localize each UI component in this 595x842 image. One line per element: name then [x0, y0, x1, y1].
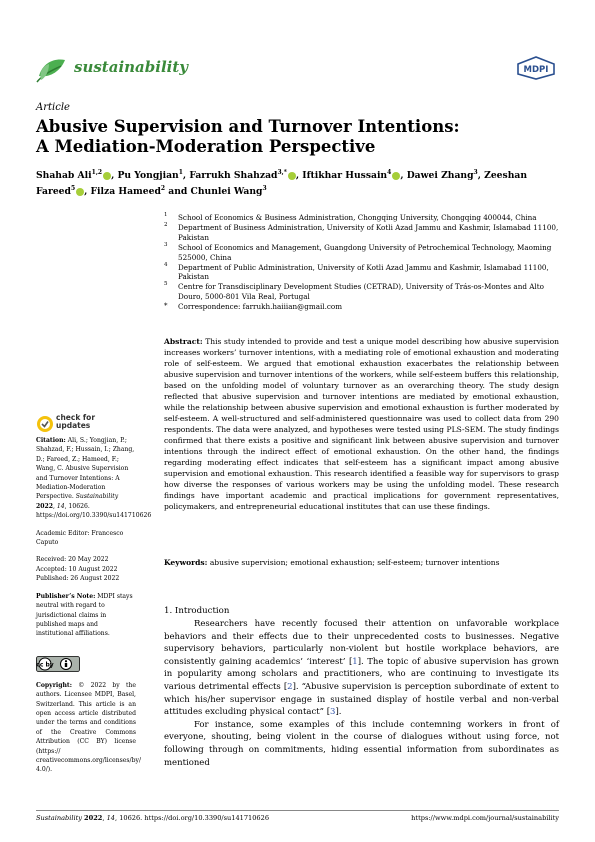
- affiliation-item: [164, 302, 564, 312]
- copyright-text: © 2022 by the authors. Licensee MDPI, Basel, Switzerland. This article is an open access article distributed under the terms and conditions of the Creative Commons Attribution (CC BY) license (https:// creativecommons.org/licenses/by/ 4.0/).: [36, 681, 141, 774]
- copyright: [36, 681, 141, 775]
- citation-link[interactable]: 3: [330, 707, 336, 718]
- author-name: Farrukh Shahzad: [189, 170, 278, 182]
- affiliation-number: 1: [164, 212, 168, 218]
- author-name: Shahab Ali: [36, 170, 92, 182]
- intro-text: ].: [335, 707, 342, 718]
- author: [91, 186, 166, 197]
- mdpi-logo-text: MDPI: [523, 65, 549, 75]
- author-affiliation-marker: 2: [160, 185, 166, 193]
- citation: Citation: Ali, S.; Yongjian, P.; Shahzad, F.; Hussain, I.; Zhang, D.; Fareed, Z.; Hameed, F.; Wang, C. Abusive Supervision and Turnover Intentions: A Mediation-Moderation Perspective. Sustainability 2022, 14, 10626. https://doi.org/10.3390/su141710626: [36, 437, 152, 520]
- affiliation-text: Correspondence: farrukh.haiiian@gmail.com: [178, 302, 343, 312]
- affiliation-item: [164, 263, 564, 283]
- publisher-note-label: Publisher’s Note:: [36, 592, 96, 600]
- author-affiliation-marker: 3: [262, 185, 267, 193]
- author-affiliation-marker: 3,*: [277, 169, 287, 176]
- intro-text: Researchers have recently focused their attention on unfavorable workplace behaviors and their effects due to their unprecedented costs to businesses. Negative supervisory behaviors, particularly non-violent but hostile workplace behaviors, are consistently gaining academics’ ‘interest’ [: [164, 619, 559, 667]
- keywords-label: Keywords:: [164, 558, 208, 567]
- orcid-icon[interactable]: [288, 172, 296, 180]
- affiliation-item: [164, 243, 564, 263]
- received-date: Received: 20 May 2022: [36, 556, 109, 564]
- affiliation-number: 5: [164, 281, 168, 288]
- affiliation-item: [164, 213, 564, 223]
- academic-editor: Academic Editor: Francesco Caputo: [36, 529, 124, 547]
- cc-by-license-icon[interactable]: [36, 656, 80, 672]
- check-for-updates-icon[interactable]: [36, 415, 54, 433]
- affiliation-item: [164, 282, 564, 302]
- author: [407, 170, 478, 181]
- citation-link[interactable]: 1: [352, 656, 358, 667]
- affiliation-item: [164, 223, 564, 243]
- author-affiliation-marker: 1: [178, 169, 183, 176]
- orcid-icon[interactable]: [392, 172, 400, 180]
- orcid-icon[interactable]: [103, 172, 111, 180]
- journal-name: sustainability: [74, 58, 188, 76]
- abstract: [164, 336, 559, 512]
- check-for-updates-label[interactable]: [56, 414, 95, 430]
- abstract-text: This study intended to provide and test a unique model describing how abusive supervision increases workers’ turnover intentions, with a mediating role of emotional exhaustion and moderating role of self-esteem. We argued that emotional exhaustion exacerbates the relationship between abusive supervision and turnover intentions of the workers, while self-esteem buffers this relationship, based on the unfolding model of voluntary turnover as an overarching theory. The study design reflected that abusive supervision and turnover intentions are mediated by emotional exhaustion, while the relationship between abusive supervision and emotional exhaustion is further moderated by self-esteem. A well-structured and self-administered questionnaire was used to collect data from 290 respondents. The data were analyzed, and hypotheses were tested using PLS-SEM. The study findings confirmed that there exists a positive and significant link between abusive supervision and turnover intentions through the indirect effect of emotional exhaustion. On the other hand, the findings regarding moderating effect indicates that self-esteem has a significant impact among abusive supervision and emotional exhaustion. This research identified a feasible way for supervisors to grasp how diverse the responses of various workers may be using the unfolding model. These research findings have important academic and practical implications for government representatives, policymakers, and entrepreneurial educational institutes that can use these findings.: [164, 337, 559, 511]
- author: [191, 186, 267, 197]
- article-type: Article: [36, 102, 70, 113]
- intro-paragraph-2: For instance, some examples of this include contemning workers in front of everyone, shouting, being violent in the course of dialogues without using force, not following through on commitments, hiding essential information from subordinates as mentioned: [164, 719, 559, 768]
- affiliations: [164, 213, 564, 312]
- intro-paragraph-1: [164, 618, 559, 719]
- cc-badge-text: cc by: [36, 661, 54, 669]
- citation-link[interactable]: 2: [287, 681, 293, 692]
- author-affiliation-marker: 1,2: [91, 169, 103, 176]
- citation-text: Ali, S.; Yongjian, P.; Shahzad, F.; Hussain, I.; Zhang, D.; Fareed, Z.; Hameed, F.; Wang, C. Abusive Supervision and Turnover Intentions: A Mediation-Moderation Perspective.: [36, 437, 135, 501]
- author-affiliation-marker: 5: [70, 185, 76, 193]
- check-line-2: updates: [56, 421, 91, 430]
- citation-journal: Sustainability: [75, 493, 119, 501]
- abstract-label: Abstract:: [164, 337, 203, 346]
- citation-doi[interactable]: , 10626. https://doi.org/10.3390/su141710626: [36, 502, 152, 520]
- introduction-body: [164, 618, 559, 769]
- footer-volume: 14: [106, 814, 115, 822]
- author-name: Filza Hameed: [90, 186, 161, 198]
- author-name: Pu Yongjian: [117, 170, 179, 182]
- affiliation-text: School of Economics & Business Administration, Chongqing University, Chongqing 400044, China: [178, 213, 537, 222]
- journal-logo-icon: [35, 52, 69, 86]
- footer-citation: Sustainability 2022, 14, 10626. https://doi.org/10.3390/su141710626: [36, 814, 270, 822]
- title-line-2: A Mediation-Moderation Perspective: [36, 137, 376, 156]
- footer-divider: [36, 810, 559, 811]
- affiliation-number: 4: [164, 261, 168, 268]
- affiliation-text: Department of Public Administration, University of Kotli Azad Jammu and Kashmir, Islamabad 11100, Pakistan: [178, 262, 549, 282]
- citation-label: Citation:: [36, 437, 66, 444]
- mdpi-logo-icon: [515, 56, 557, 80]
- published-date: Published: 26 August 2022: [36, 575, 120, 583]
- accepted-date: Accepted: 10 August 2022: [36, 565, 118, 573]
- author-name: Iftikhar Hussain: [302, 170, 388, 182]
- section-heading-introduction: 1. Introduction: [164, 606, 230, 616]
- footer-journal: Sustainability: [36, 814, 82, 822]
- copyright-label: Copyright:: [36, 681, 72, 689]
- author-name: Chunlei Wang: [190, 186, 263, 198]
- publisher-note: [36, 592, 136, 639]
- affiliation-text: Centre for Transdisciplinary Development Studies (CETRAD), University of Trás-os-Montes and Alto Douro, 5000-801 Vila Real, Portugal: [178, 282, 544, 302]
- author-name: Dawei Zhang: [406, 170, 474, 182]
- author: [302, 170, 400, 181]
- affiliation-number: 3: [164, 241, 168, 248]
- citation-volume: 14: [56, 502, 65, 510]
- footer-journal-url[interactable]: https://www.mdpi.com/journal/sustainability: [411, 814, 559, 822]
- orcid-icon[interactable]: [76, 188, 84, 196]
- intro-text: ]. The topic of abusive supervision has grown in popularity among scholars and practitioners, who are continuing to investigate its various detrimental effects [: [164, 656, 559, 692]
- author-affiliation-marker: 4: [387, 169, 392, 176]
- footer-doi[interactable]: , 10626. https://doi.org/10.3390/su141710626: [115, 814, 270, 822]
- author-list: Shahab Ali$^{1,2}$ , Pu Yongjian$^1$, Farrukh Shahzad$^{3,*}$ , Iftikhar Hussain$^4$ , Dawei Zhang$^3$, Zeeshan Fareed$^5$ , Filza Hameed$^2$ and Chunlei Wang$^3$: [36, 169, 528, 198]
- affiliation-text: Department of Business Administration, University of Kotli Azad Jammu and Kashmir, Islamabad 11100, Pakistan: [178, 222, 559, 242]
- keywords-text: abusive supervision; emotional exhaustion; self-esteem; turnover intentions: [209, 558, 500, 567]
- author-affiliation-marker: 3: [473, 169, 478, 176]
- intro-text: ]. “Abusive supervision is perception subordinate of extent to which his/her supervisor engage in sustained display of hostile verbal and non-verbal attitudes excluding physical contact” [: [164, 681, 559, 718]
- affiliation-number: 2: [164, 221, 168, 228]
- title-line-1: Abusive Supervision and Turnover Intentions:: [36, 117, 460, 136]
- author-name: Zeeshan Fareed: [36, 170, 528, 198]
- author: [189, 170, 296, 181]
- affiliation-number: *: [164, 302, 168, 311]
- affiliation-text: School of Economics and Management, Guangdong University of Petrochemical Technology, Maoming 525000, China: [178, 242, 552, 262]
- publisher-note-text: MDPI stays neutral with regard to jurisdictional claims in published maps and institutional affiliations.: [36, 592, 133, 638]
- footer-year: 2022: [84, 814, 103, 822]
- check-line-1: check for: [56, 413, 96, 422]
- citation-year: 2022: [36, 502, 53, 510]
- keywords: [164, 557, 559, 568]
- author: [118, 170, 183, 181]
- sidebar-metadata: [36, 436, 152, 775]
- paper-title: [36, 117, 556, 157]
- author: [36, 170, 111, 181]
